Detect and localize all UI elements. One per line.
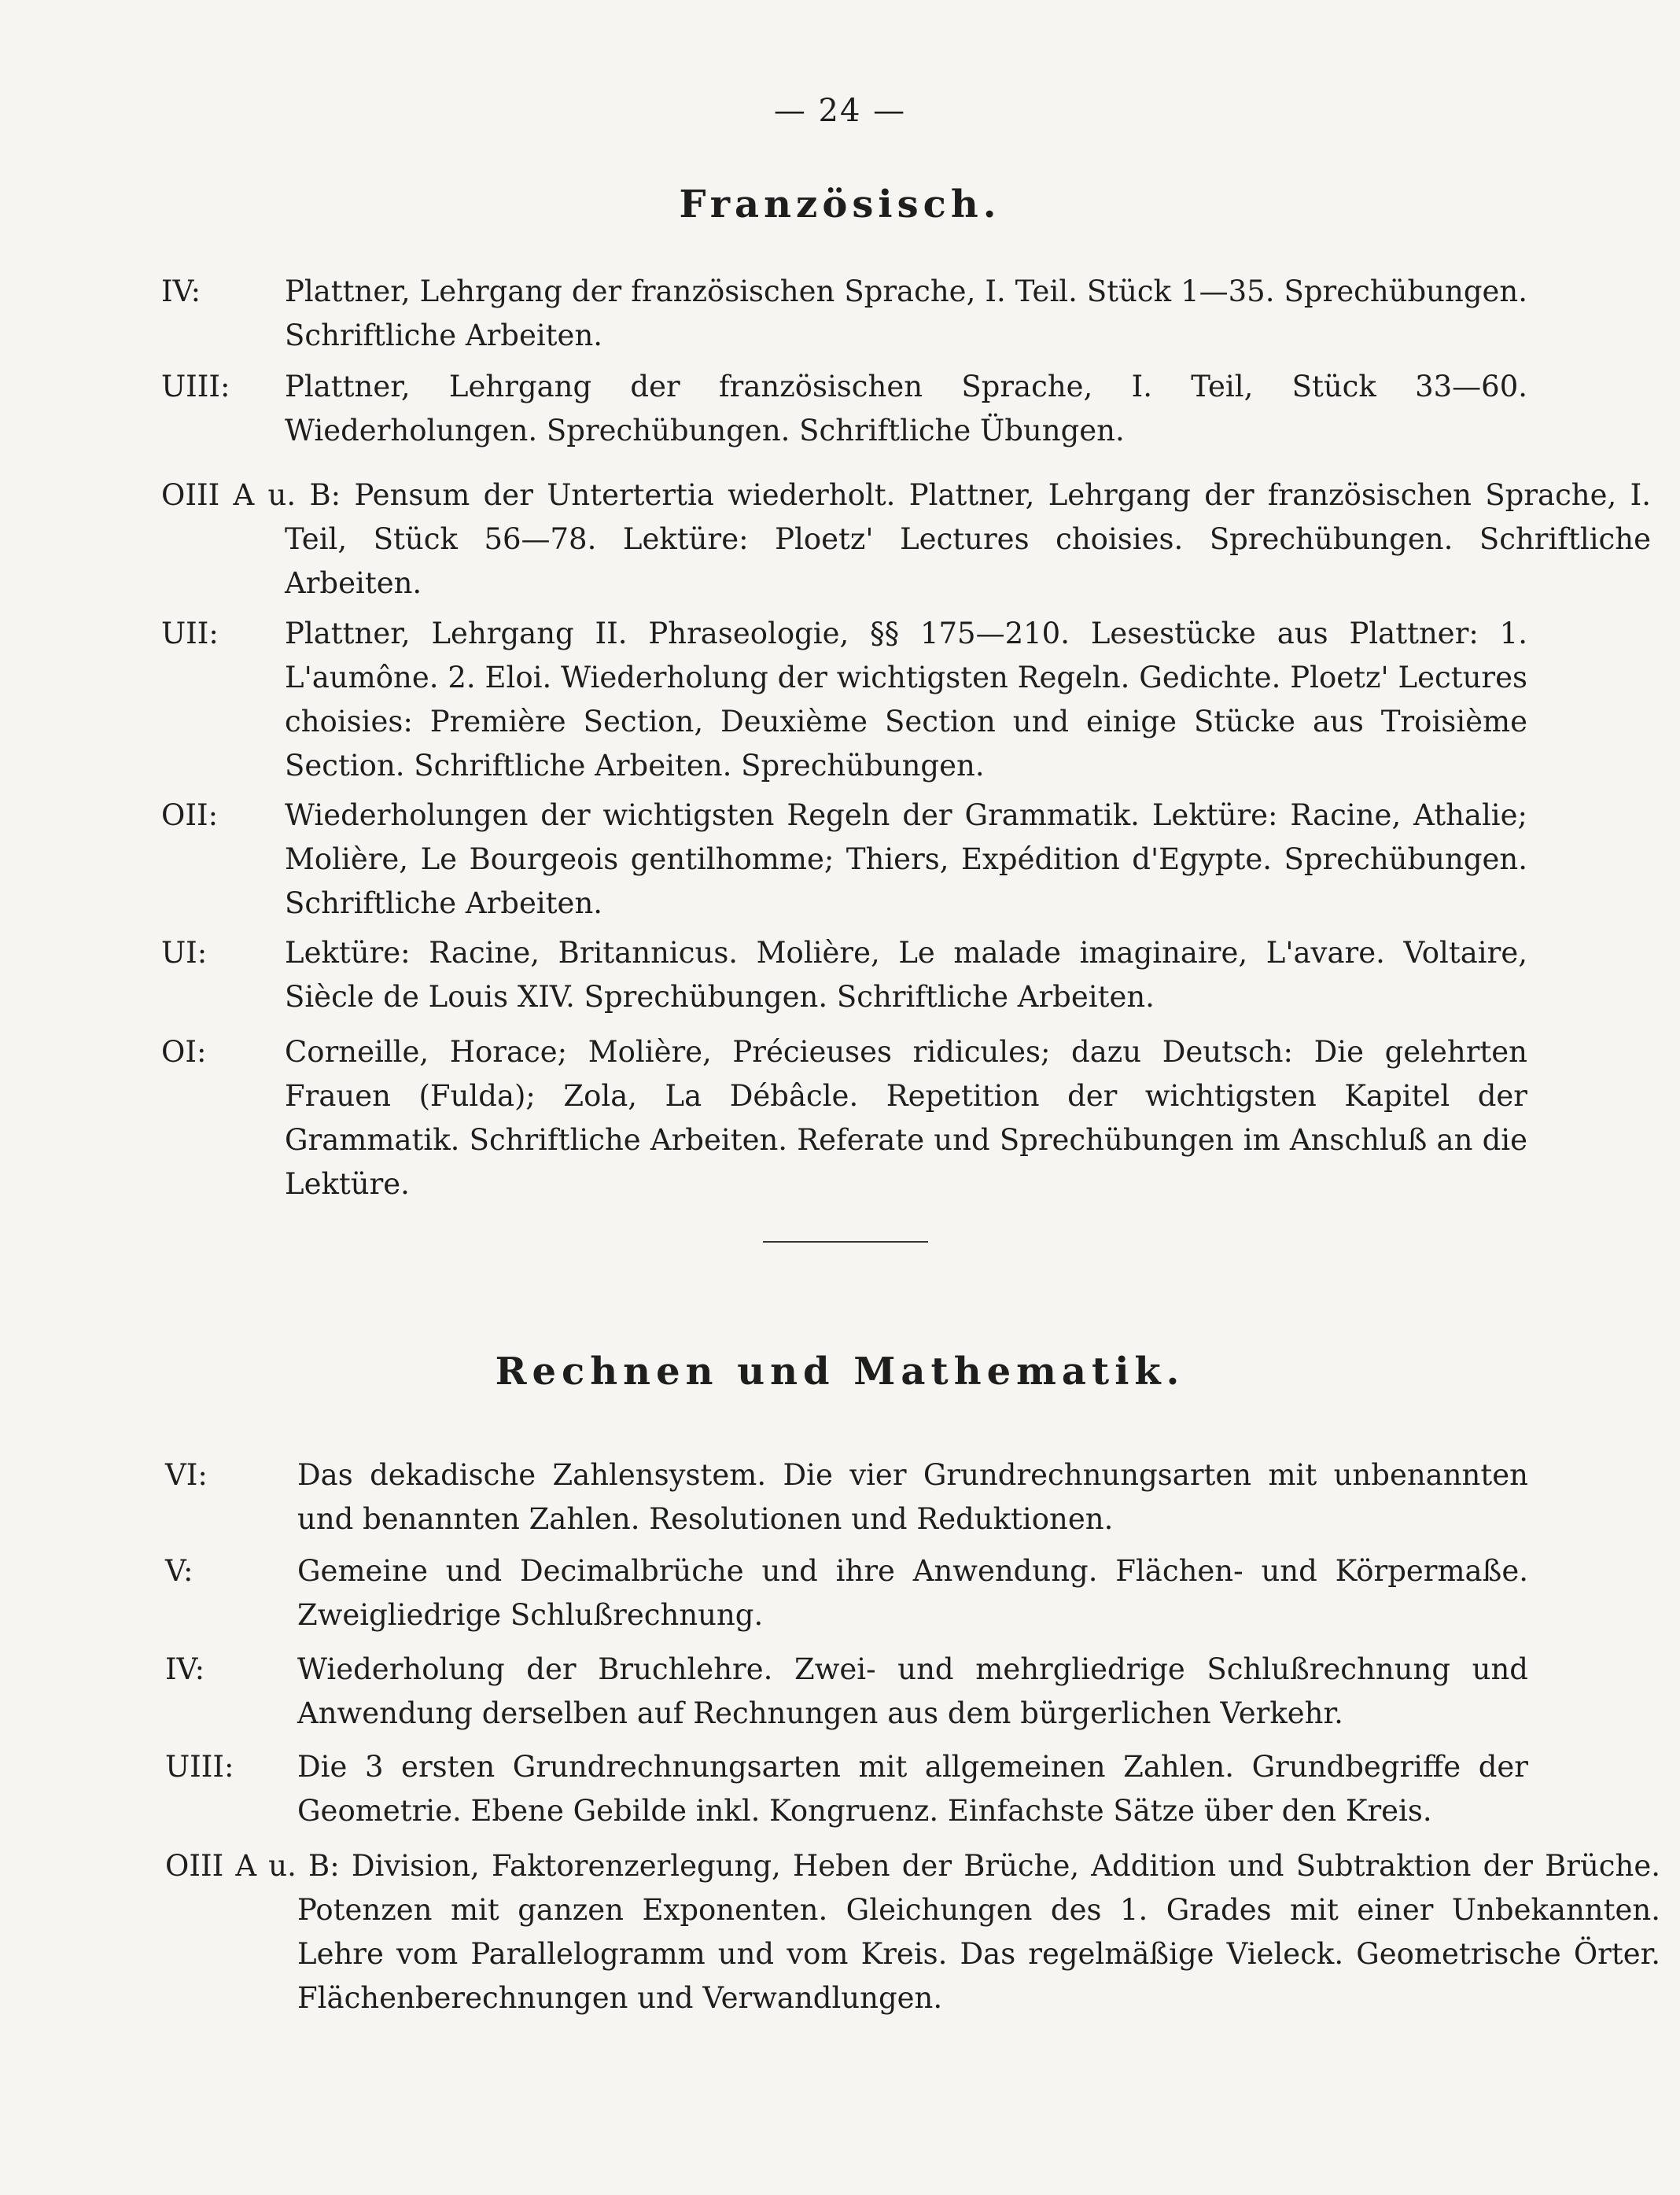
grade-label: IV:	[161, 274, 201, 308]
curriculum-text: Die 3 ersten Grundrechnungsarten mit allgemeinen Zahlen. Grundbegriffe der Geometrie. Ebene Gebilde inkl. Kongruenz. Einfachste Sätze über den Kreis.	[297, 1750, 1528, 1828]
curriculum-text: Wiederholung der Bruchlehre. Zwei- und mehrgliedrige Schlußrechnung und Anwendung derselben auf Rechnungen aus dem bürgerlichen Verkehr.	[297, 1652, 1528, 1730]
grade-label: OI:	[161, 1035, 207, 1069]
grade-label: OII:	[161, 798, 219, 832]
grade-label: OIII A u. B:	[165, 1849, 340, 1883]
curriculum-text-wrap	[165, 1844, 1660, 2020]
curriculum-text: Corneille, Horace; Molière, Précieuses ridicules; dazu Deutsch: Die gelehrten Frauen (Fulda); Zola, La Débâcle. Repetition der wichtigsten Kapitel der Grammatik. Schriftliche Arbeiten. Referate und Sprechübungen im Anschluß an die Lektüre.	[285, 1035, 1527, 1201]
curriculum-text: Plattner, Lehrgang II. Phraseologie, §§ 175—210. Lesestücke aus Plattner: 1. L'aumône. 2. Eloi. Wiederholung der wichtigsten Regeln. Gedichte. Ploetz' Lectures choisies: Première Section, Deuxième Section und einige Stücke aus Troisième Section. Schriftliche Arbeiten. Sprechübungen.	[285, 617, 1527, 783]
curriculum-text: Wiederholungen der wichtigsten Regeln der Grammatik. Lektüre: Racine, Athalie; Molière, Le Bourgeois gentilhomme; Thiers, Expédition d'Egypte. Sprechübungen. Schriftliche Arbeiten.	[285, 798, 1527, 920]
curriculum-text: Pensum der Untertertia wiederholt. Plattner, Lehrgang der französischen Sprache, I. Teil, Stück 56—78. Lektüre: Ploetz' Lectures choisies. Sprechübungen. Schriftliche Arbeiten.	[285, 478, 1651, 600]
grade-label: V:	[165, 1554, 193, 1588]
grade-label: UI:	[161, 936, 208, 970]
grade-label: UII:	[161, 617, 219, 650]
grade-label: UIII:	[165, 1750, 234, 1784]
curriculum-text: Lektüre: Racine, Britannicus. Molière, Le malade imaginaire, L'avare. Voltaire, Siècle de Louis XIV. Sprechübungen. Schriftliche Arbeiten.	[285, 936, 1527, 1014]
curriculum-text-wrap	[161, 473, 1651, 606]
section-divider	[763, 1241, 928, 1243]
curriculum-text: Plattner, Lehrgang der französischen Sprache, I. Teil, Stück 33—60. Wiederholungen. Sprechübungen. Schriftliche Übungen.	[285, 370, 1527, 447]
grade-label: OIII A u. B:	[161, 478, 341, 512]
curriculum-text: Das dekadische Zahlensystem. Die vier Grundrechnungsarten mit unbenannten und benannten Zahlen. Resolutionen und Reduktionen.	[297, 1458, 1528, 1536]
curriculum-text: Plattner, Lehrgang der französischen Sprache, I. Teil. Stück 1—35. Sprechübungen. Schriftliche Arbeiten.	[285, 274, 1527, 352]
grade-label: IV:	[165, 1652, 205, 1686]
curriculum-text: Gemeine und Decimalbrüche und ihre Anwendung. Flächen- und Körpermaße. Zweigliedrige Schlußrechnung.	[297, 1554, 1528, 1632]
curriculum-text: Division, Faktorenzerlegung, Heben der Brüche, Addition und Subtraktion der Brüche. Potenzen mit ganzen Exponenten. Gleichungen des 1. Grades mit einer Unbekannten. Lehre vom Parallelogramm und vom Kreis. Das regelmäßige Vieleck. Geometrische Örter. Flächenberechnungen und Verwandlungen.	[297, 1849, 1660, 2015]
section-heading-french: Französisch.	[679, 182, 1001, 226]
page-number: — 24 —	[773, 93, 907, 129]
grade-label: UIII:	[161, 370, 230, 403]
section-heading-math: Rechnen und Mathematik.	[495, 1350, 1185, 1394]
grade-label: VI:	[165, 1458, 208, 1492]
